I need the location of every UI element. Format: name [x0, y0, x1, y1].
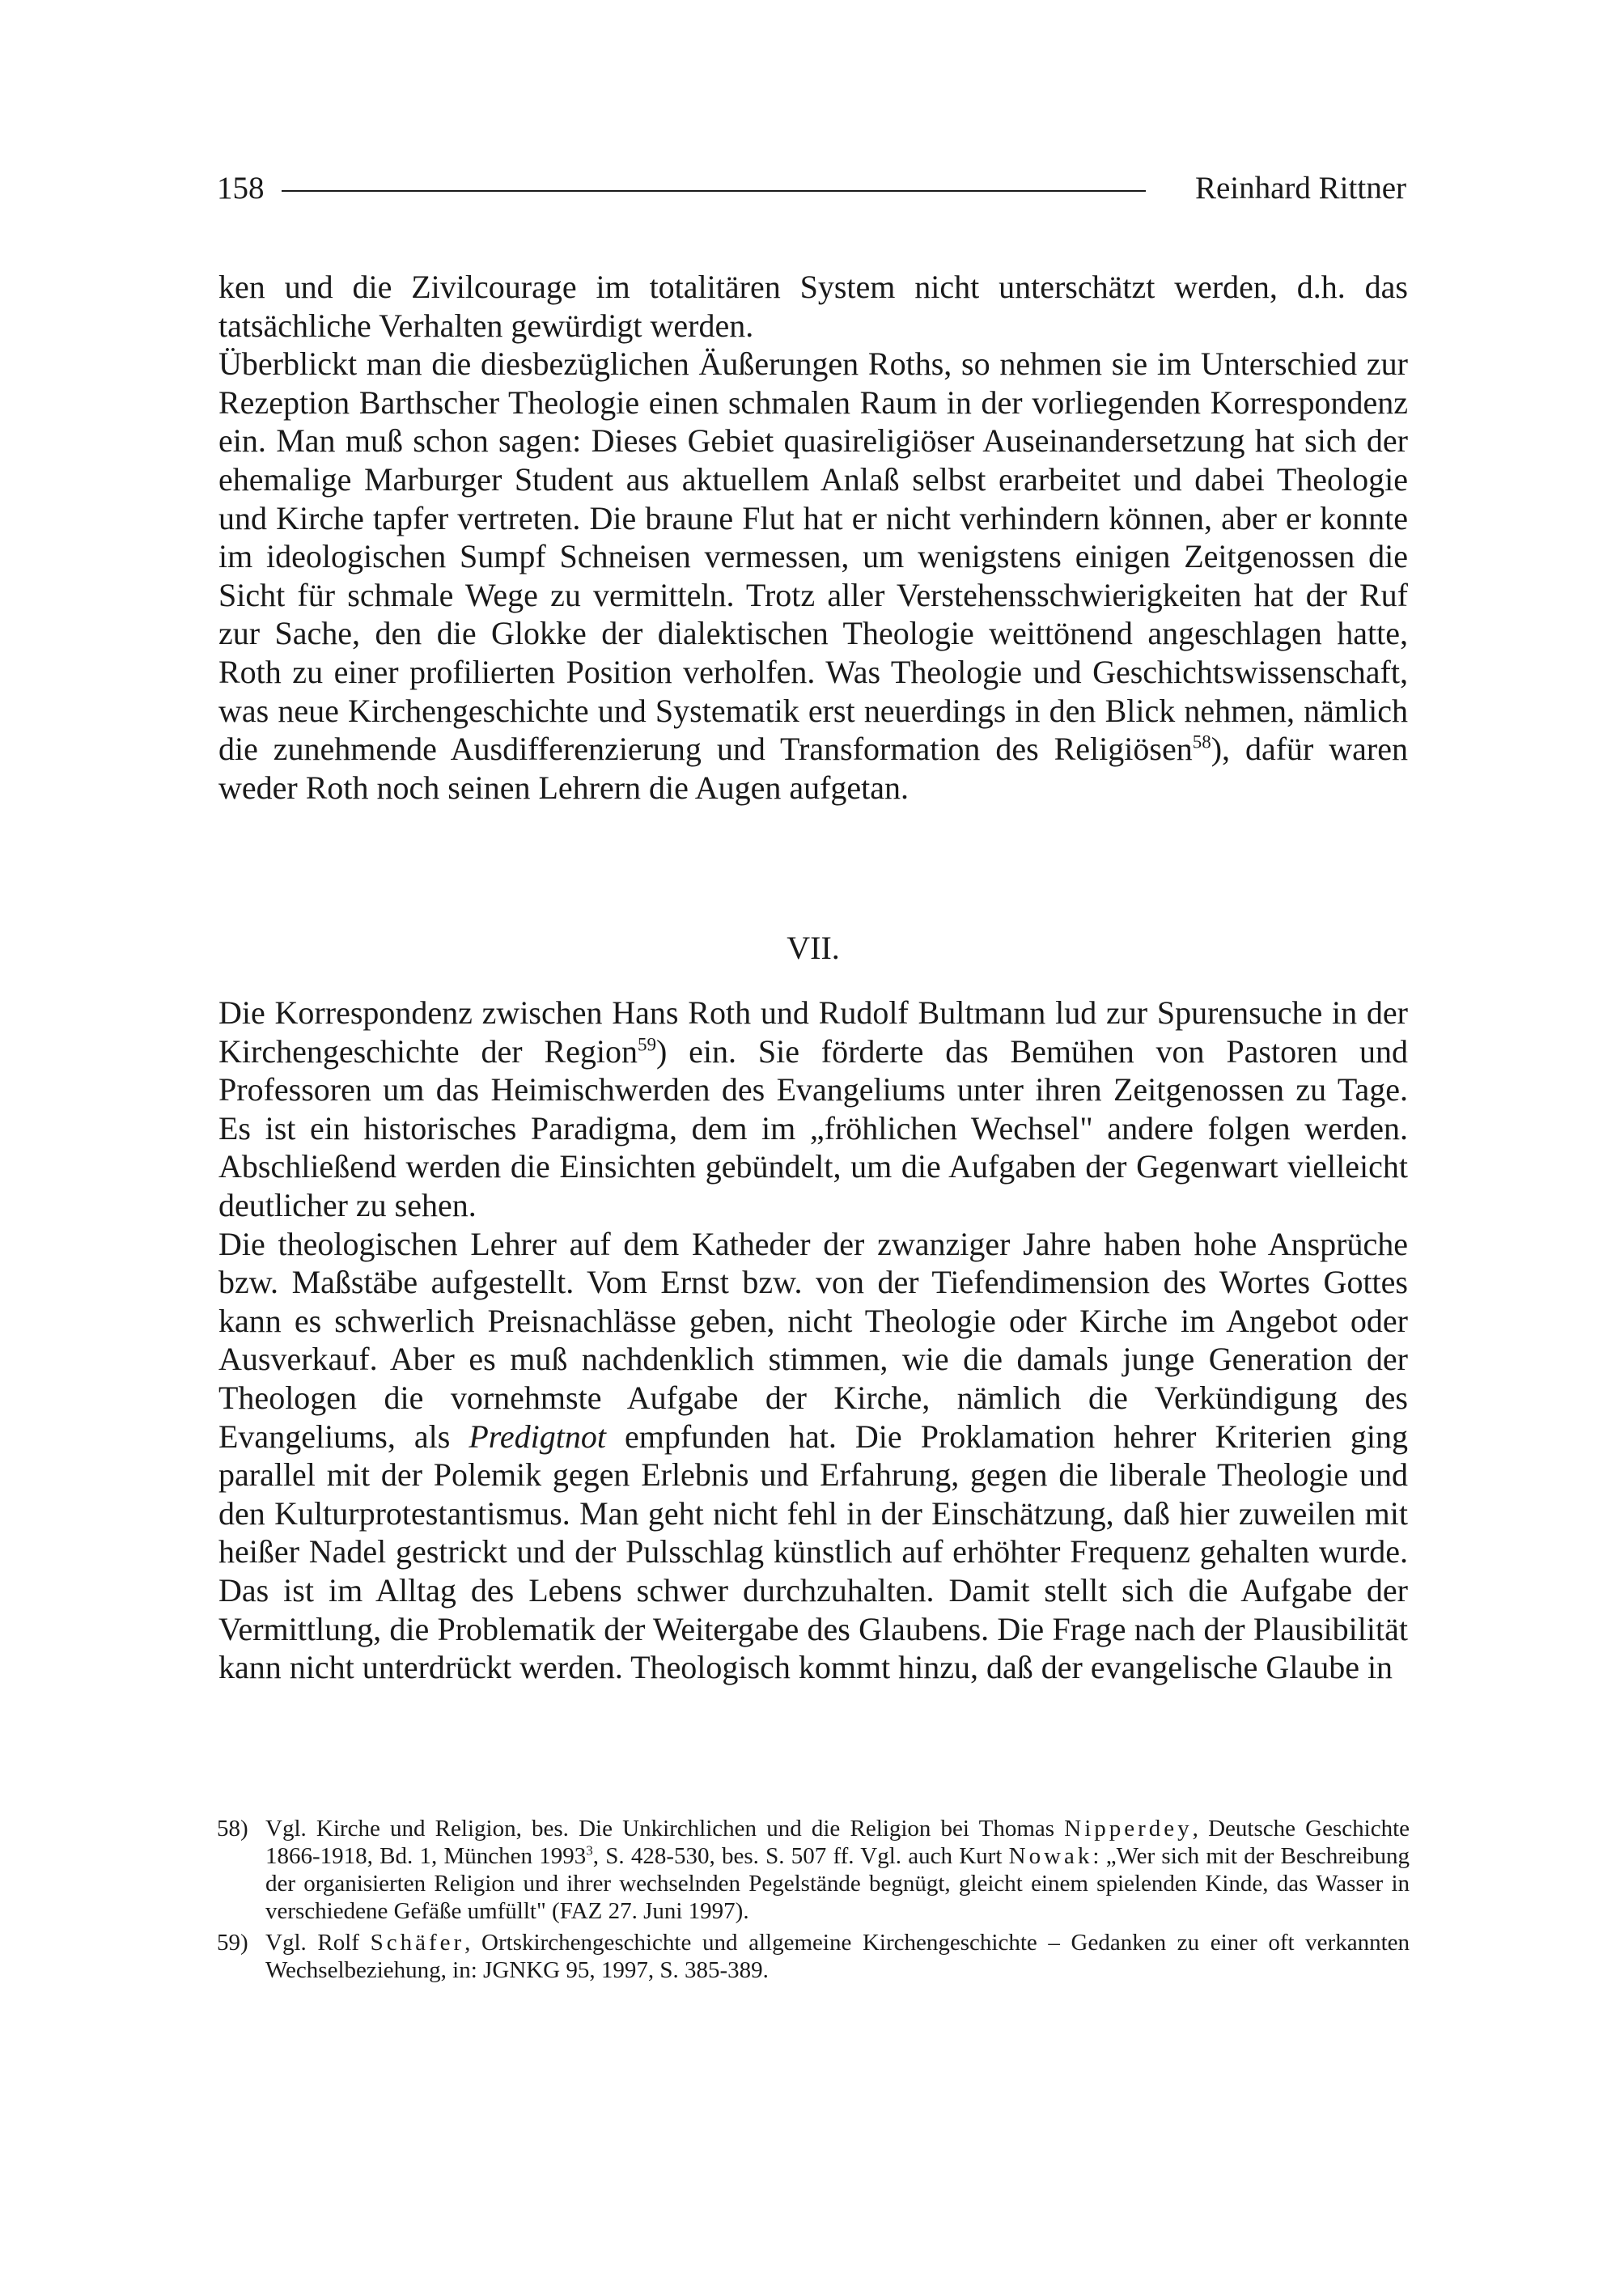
body-text-block — [218, 994, 1408, 1687]
paragraph-text: Überblickt man die diesbezüglichen Äußerungen Roths, so nehmen sie im Unterschied zur Rezeption Barthscher Theologie einen schmalen Raum in der vorliegenden Korrespondenz ein. Man muß schon sagen: Dieses Gebiet quasireligiöser Auseinandersetzung hat sich der ehemalige Marburger Student aus aktuellem Anlaß selbst erarbeitet und dabei Theologie und Kirche tapfer vertreten. Die braune Flut hat er nicht verhindern können, aber er konnte im ideologischen Sumpf Schneisen vermessen, um wenigstens einigen Zeitgenossen die Sicht für schmale Wege zu vermitteln. Trotz aller Verstehensschwierigkeiten hat der Ruf zur Sache, den die Glokke der dialektischen Theologie weittönend angeschlagen hatte, Roth zu einer profilierten Position verholfen. Was Theologie und Geschichtswissenschaft, was neue Kirchengeschichte und Systematik erst neuerdings in den Blick nehmen, nämlich die zunehmende Ausdifferenzierung und Transformation des Religiösen — [218, 345, 1408, 768]
footnote-text-part: , Ortskirchengeschichte und allgemeine Kirchengeschichte – Gedanken zu einer oft verkannten Wechselbeziehung, in: JGNKG 95, 1997, S. 385-389. — [265, 1930, 1410, 1983]
footnote-59 — [217, 1929, 1410, 1984]
footnote-text-part: , S. 428-530, bes. S. 507 ff. Vgl. auch Kurt — [592, 1843, 1003, 1869]
paragraph-text: ), dafür waren weder Roth noch seinen Lehrern die Augen aufgetan. — [218, 731, 1408, 806]
running-head — [217, 166, 1406, 211]
footnote-ref-59[interactable]: 59 — [637, 1034, 656, 1055]
footnotes — [217, 1815, 1410, 1988]
italic-term: Predigtnot — [469, 1418, 606, 1455]
edition-superscript: 3 — [586, 1842, 593, 1859]
author-name: Nipperdey — [1064, 1816, 1193, 1842]
footnote-text-part: : „Wer sich mit der Beschreibung der organisierten Religion und ihrer wechselnden Pegelstände begnügt, gleicht einem spielenden Kinde, das Wasser in verschiedene Gefäße umfüllt" (FAZ 27. Juni 1997). — [265, 1843, 1410, 1924]
paragraph-text: Die Korrespondenz zwischen Hans Roth und Rudolf Bultmann lud zur Spurensuche in der Kirchengeschichte der Region — [218, 994, 1408, 1070]
paragraph-text: ken und die Zivilcourage im totalitären System nicht unterschätzt werden, d.h. das tatsächliche Verhalten gewürdigt werden. — [218, 269, 1408, 344]
header-rule — [282, 190, 1146, 192]
footnote-text — [265, 1816, 1410, 1924]
paragraph — [218, 1225, 1408, 1687]
footnote-text — [265, 1930, 1410, 1983]
page-number: 158 — [217, 171, 265, 206]
footnote-text-part: , Deutsche Geschichte 1866-1918, Bd. 1, München 1993 — [265, 1816, 1410, 1869]
paragraph-text: Die theologischen Lehrer auf dem Katheder der zwanziger Jahre haben hohe Ansprüche bzw. Maßstäbe aufgestellt. Vom Ernst bzw. von der Tiefendimension des Wortes Gottes kann es schwerlich Preisnachlässe geben, nicht Theologie oder Kirche im Angebot oder Ausverkauf. Aber es muß nachdenklich stimmen, wie die damals junge Generation der Theologen die vornehmste Aufgabe der Kirche, nämlich die Verkündigung des Evangeliums, als — [218, 1225, 1408, 1455]
footnote-text-part: Vgl. Rolf — [265, 1930, 359, 1956]
section-heading: VII. — [787, 930, 840, 966]
paragraph-text: empfunden hat. Die Proklamation hehrer Kriterien ging parallel mit der Polemik gegen Erlebnis und Erfahrung, gegen die liberale Theologie und den Kulturprotestantismus. Man geht nicht fehl in der Einschätzung, daß hier zuweilen mit heißer Nadel gestrickt und der Pulsschlag künstlich auf erhöhter Frequenz gehalten wurde. Das ist im Alltag des Lebens schwer durchzuhalten. Damit stellt sich die Aufgabe der Vermittlung, die Problematik der Weitergabe des Glaubens. Die Frage nach der Plausibilität kann nicht unterdrückt werden. Theologisch kommt hinzu, daß der evangelische Glaube in — [218, 1418, 1409, 1686]
paragraph — [218, 268, 1408, 345]
author-name: Schäfer — [370, 1930, 465, 1956]
paragraph-text: ) ein. Sie förderte das Bemühen von Pastoren und Professoren um das Heimischwerden des Evangeliums unter ihren Zeitgenossen zu Tage. Es ist ein historisches Paradigma, dem im „fröhlichen Wechsel" andere folgen werden. Abschließend werden die Einsichten gebündelt, um die Aufgaben der Gegenwart vielleicht deutlicher zu sehen. — [218, 1032, 1408, 1223]
footnote-number: 58) — [217, 1816, 248, 1842]
footnote-ref-58[interactable]: 58 — [1192, 731, 1211, 752]
author-name: Nowak — [1008, 1843, 1093, 1869]
running-head-author: Reinhard Rittner — [1194, 171, 1406, 206]
footnote-58 — [217, 1815, 1410, 1925]
paragraph — [218, 345, 1408, 807]
body-text-block — [218, 268, 1408, 807]
footnote-number: 59) — [217, 1930, 248, 1956]
footnote-text-part: Vgl. Kirche und Religion, bes. Die Unkirchlichen und die Religion bei Thomas — [265, 1816, 1055, 1842]
paragraph — [218, 994, 1408, 1225]
